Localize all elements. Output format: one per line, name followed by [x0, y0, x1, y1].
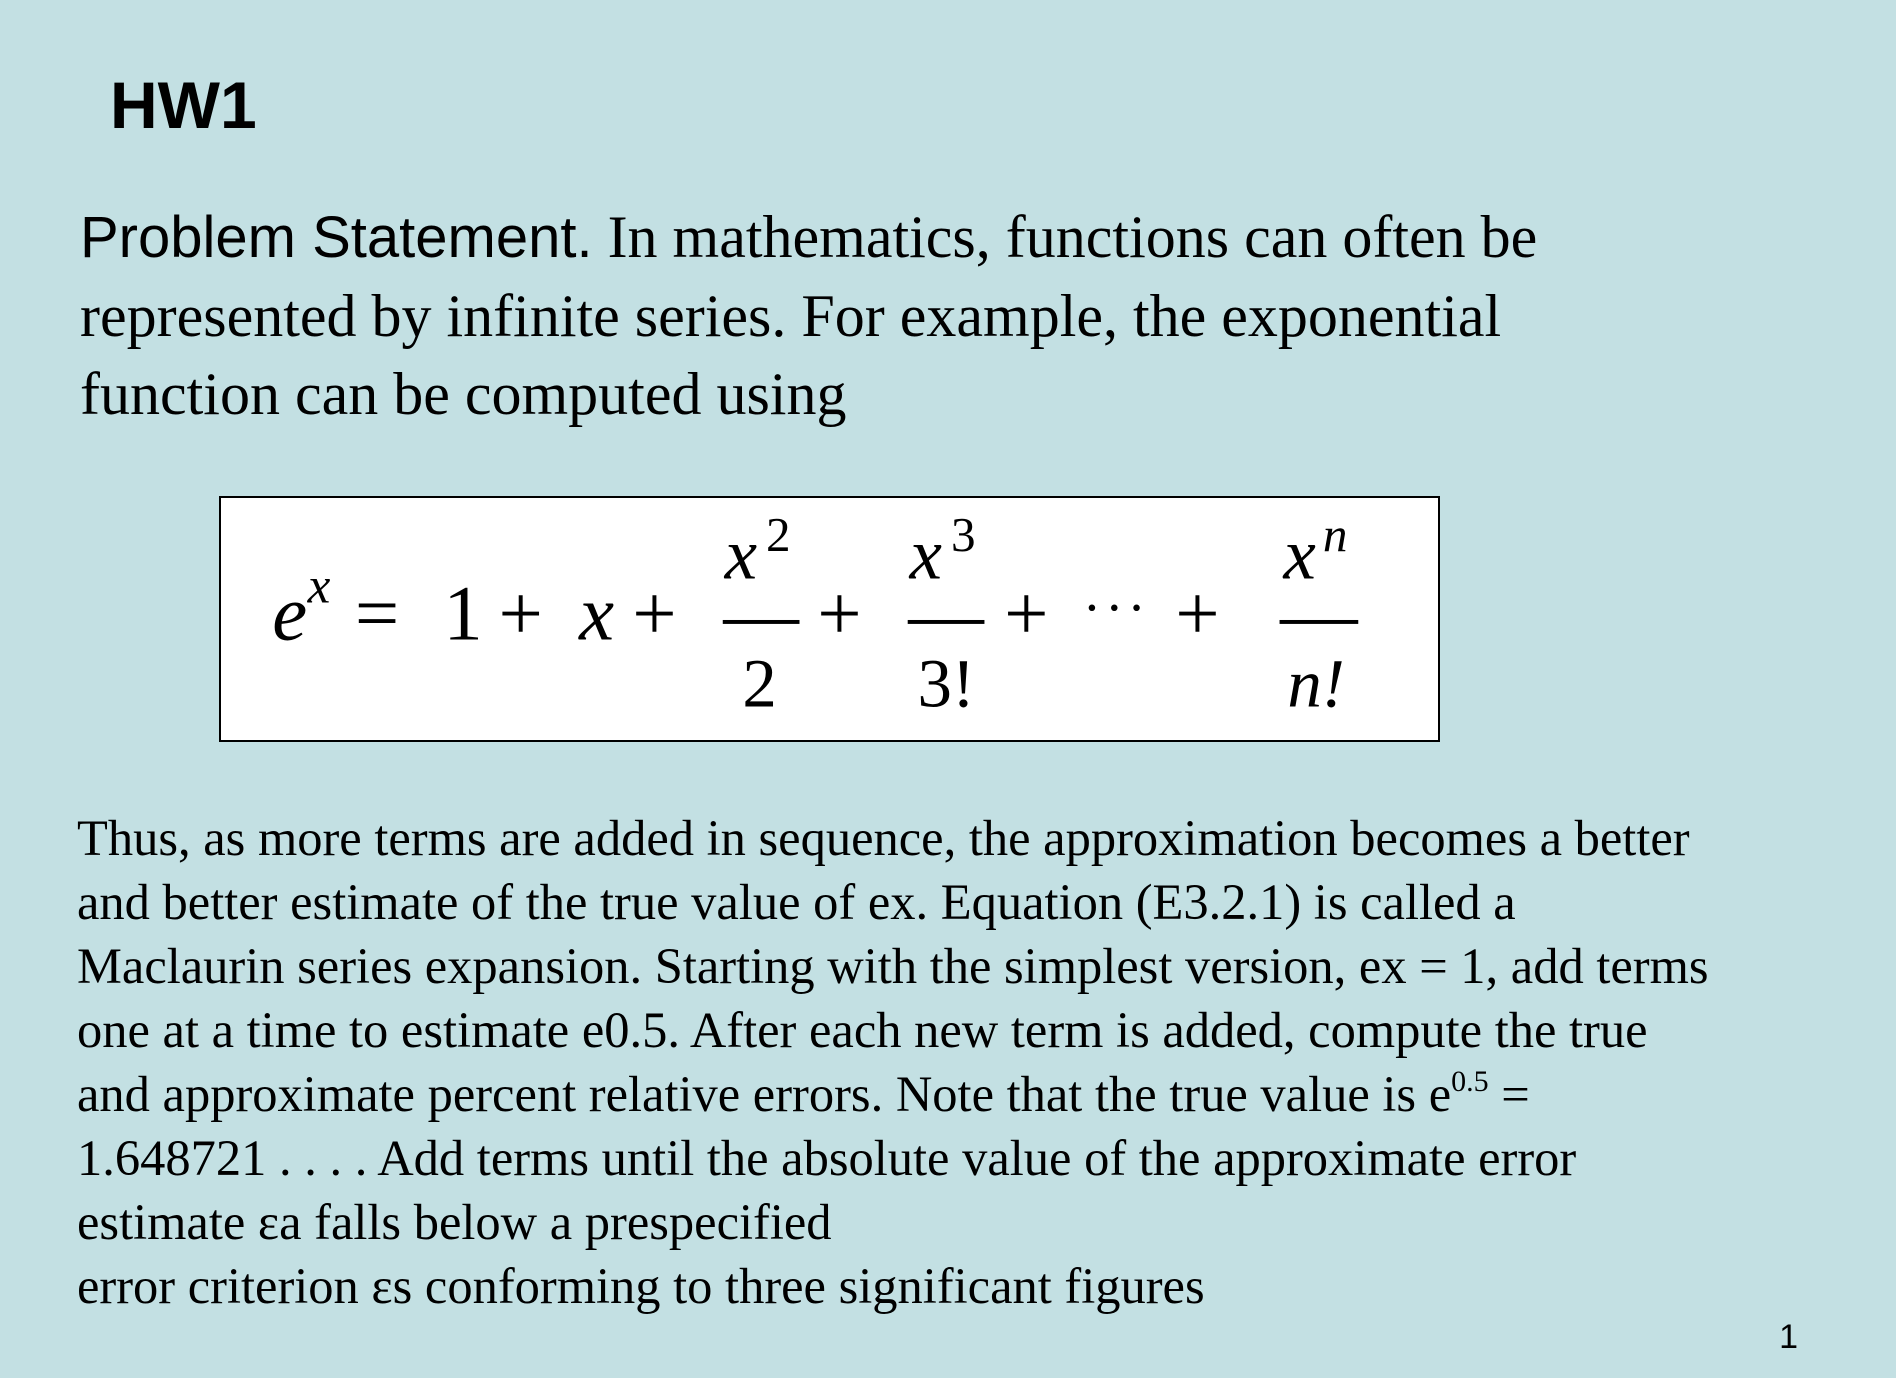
formula-fraction2-denominator: 3! — [917, 645, 975, 722]
formula-plus-4: + — [1004, 570, 1049, 658]
formula-equals: = — [354, 570, 400, 658]
formula-plus-1: + — [498, 570, 543, 658]
explanation-line-6: 1.648721 . . . . Add terms until the absolute value of the approximate error — [77, 1130, 1577, 1186]
formula-fraction3-bar — [1280, 620, 1359, 624]
explanation-line-8: error criterion εs conforming to three significant figures — [77, 1258, 1205, 1314]
explanation-line-7: estimate εa falls below a prespecified — [77, 1194, 832, 1250]
page-number: 1 — [1779, 1318, 1798, 1356]
formula-plus-3: + — [817, 570, 862, 658]
explanation-line-5-exponent: 0.5 — [1451, 1065, 1489, 1098]
formula-term-x: x — [579, 570, 615, 658]
formula-fraction3-numerator-exponent: n — [1322, 507, 1348, 563]
formula-fraction1-numerator-exponent: 2 — [766, 507, 791, 563]
formula-lhs-exponent: x — [307, 557, 331, 615]
explanation-line-3: Maclaurin series expansion. Starting with the simplest version, ex = 1, add terms — [77, 938, 1709, 994]
problem-statement-line2: represented by infinite series. For example, the exponential — [80, 283, 1502, 349]
explanation-line-4: one at a time to estimate e0.5. After each new term is added, compute the true — [77, 1002, 1648, 1058]
maclaurin-formula-box — [219, 496, 1440, 742]
problem-statement-line1: In mathematics, functions can often be — [592, 204, 1538, 270]
formula-fraction3-denominator: n! — [1287, 645, 1345, 722]
formula-plus-5: + — [1175, 570, 1220, 658]
explanation-line-5-text: and approximate percent relative errors. Note that the true value is e — [77, 1066, 1452, 1122]
formula-fraction2-numerator-exponent: 3 — [950, 507, 976, 563]
explanation-line-1: Thus, as more terms are added in sequence, the approximation becomes a better — [77, 810, 1690, 866]
explanation-line-2: and better estimate of the true value of ex. Equation (E3.2.1) is called a — [77, 874, 1516, 930]
formula-fraction1-numerator-base: x — [724, 513, 758, 595]
formula-fraction2-bar — [908, 620, 985, 624]
problem-statement-lead: Problem Statement. — [80, 205, 593, 270]
slide-title: HW1 — [110, 68, 257, 142]
formula-fraction1-bar — [723, 620, 800, 624]
formula-fraction2-numerator-base: x — [909, 513, 942, 595]
formula-plus-2: + — [632, 570, 677, 658]
formula-lhs-base: e — [272, 570, 308, 658]
maclaurin-formula — [221, 498, 1438, 740]
formula-fraction1-denominator: 2 — [742, 645, 777, 722]
formula-fraction3-numerator-base: x — [1283, 513, 1316, 595]
formula-term-one: 1 — [443, 570, 483, 658]
explanation-text — [77, 806, 1877, 1318]
explanation-line-5-equals: = — [1488, 1066, 1530, 1122]
formula-ellipsis: ··· — [1082, 576, 1150, 638]
problem-statement-line3: function can be computed using — [80, 361, 847, 427]
explanation-line-5 — [77, 1062, 1877, 1126]
problem-statement — [80, 198, 1820, 433]
